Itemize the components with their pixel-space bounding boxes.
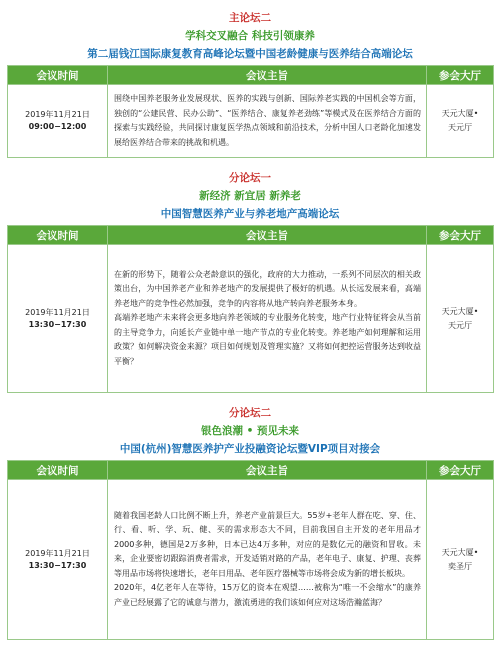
header-hall: 参会大厅 — [427, 226, 494, 245]
topic-cell — [108, 245, 427, 393]
header-hall: 参会大厅 — [427, 461, 494, 480]
meeting-date: 2019年11月21日 — [25, 548, 90, 558]
meeting-time: 13:30−17:30 — [28, 319, 87, 329]
hall-room: 天元厅 — [448, 320, 472, 330]
table-row — [8, 245, 494, 393]
forum-3-theme: 银色浪潮 • 预见未来 — [200, 425, 300, 437]
hall-building: 天元大厦• — [441, 547, 479, 557]
header-topic: 会议主旨 — [108, 66, 427, 85]
hall-cell — [427, 480, 494, 640]
forum-1-theme: 学科交叉融合 科技引领康养 — [185, 30, 315, 42]
topic-paragraph: 高端养老地产未来将会更多地向养老领域的专业服务化转变，地产行业特征将会从当前的主导竞争力，向延长产业链中单一地产节点的专业化转变。养老地产如何理解和运用政策？如何解决资金来源？项目如何规划及管理实施？又将如何把控运营服务达到收益平衡？ — [114, 313, 421, 366]
topic-paragraph: 围绕中国养老服务业发展现状、医养的实践与创新、国际养老实践的中国机会等方面，独创的“公建民营、民办公助”、“医养结合、康复养老劲练”等模式及在医养结合方面的探索与实践经验，共同探讨康复医学热点领域和前沿技术，分析中国人口老龄化加速发展给医养结合带来的挑战和机遇。 — [114, 94, 421, 147]
forum-1-title: 第二届钱江国际康复教育高峰论坛暨中国老龄健康与医养结合高端论坛 — [87, 48, 413, 60]
forum-3-label: 分论坛二 — [229, 407, 271, 419]
meeting-date: 2019年11月21日 — [25, 110, 90, 119]
hall-cell — [427, 245, 494, 393]
forum-2-header — [0, 170, 500, 222]
time-cell — [8, 85, 108, 158]
header-time: 会议时间 — [8, 66, 108, 85]
forum-2-label: 分论坛一 — [229, 172, 271, 184]
header-topic: 会议主旨 — [108, 226, 427, 245]
time-cell — [8, 480, 108, 640]
header-time: 会议时间 — [8, 461, 108, 480]
topic-paragraph: 2020年，4亿老年人在等待，15万亿的资本在观望……被称为“唯一不会缩水”的康养产业已经展露了它的诚意与潜力，激流勇进的我们该如何应对这场浩瀚蓝海？ — [114, 583, 421, 607]
topic-paragraph: 随着我国老龄人口比例不断上升，养老产业前景巨大。55岁+老年人群在吃、穿、住、行、看、听、学、玩、健、买的需求形态大不同，目前我国自主开发的老年用品才2000多种，德国是2万多种，日本已达4万多种，对应的是数亿元的融资和冒收。未来，企业要密切跟踪消费者需求，开发适销对路的产品，老年电子、康复、护理、丧葬等用品市场将快速增长，老年日用品、老年医疗器械等市场将会成为新的增长板块。 — [114, 510, 421, 578]
forum-3-header — [0, 405, 500, 457]
forum-1-label: 主论坛二 — [229, 12, 271, 24]
meeting-time: 13:30−17:30 — [28, 560, 87, 570]
topic-cell — [108, 85, 427, 158]
header-time: 会议时间 — [8, 226, 108, 245]
hall-cell — [427, 85, 494, 158]
table-row — [8, 480, 494, 640]
hall-room: 天元厅 — [448, 123, 472, 132]
forum-2-title: 中国智慧医养产业与养老地产高端论坛 — [160, 208, 340, 220]
meeting-time: 09:00−12:00 — [28, 122, 87, 131]
topic-cell — [108, 480, 427, 640]
forum-3-title: 中国(杭州)智慧医养护产业投融资论坛暨VIP项目对接会 — [119, 443, 381, 455]
meeting-date: 2019年11月21日 — [25, 307, 90, 317]
time-cell — [8, 245, 108, 393]
forum-3-table — [7, 460, 494, 640]
forum-2-table — [7, 225, 494, 393]
hall-building: 天元大厦• — [441, 109, 479, 118]
table-header-row — [8, 66, 494, 85]
header-topic: 会议主旨 — [108, 461, 427, 480]
header-hall: 参会大厅 — [427, 66, 494, 85]
forum-1-table — [7, 65, 494, 158]
hall-room: 奕圣厅 — [448, 561, 472, 571]
table-header-row — [8, 461, 494, 480]
forum-2-theme: 新经济 新宜居 新养老 — [199, 190, 301, 202]
hall-building: 天元大厦• — [441, 306, 479, 316]
forum-1-header — [0, 10, 500, 62]
table-header-row — [8, 226, 494, 245]
table-row — [8, 85, 494, 158]
topic-paragraph: 在新的形势下，随着公众老龄意识的强化，政府的大力推动，一系列不同层次的相关政策出台，为中国养老产业和养老地产的发展提供了极好的机遇。从长远发展来看，高端养老地产的竞争性必然加强，竞争的内容将从地产转向养老服务本身。 — [114, 269, 421, 308]
